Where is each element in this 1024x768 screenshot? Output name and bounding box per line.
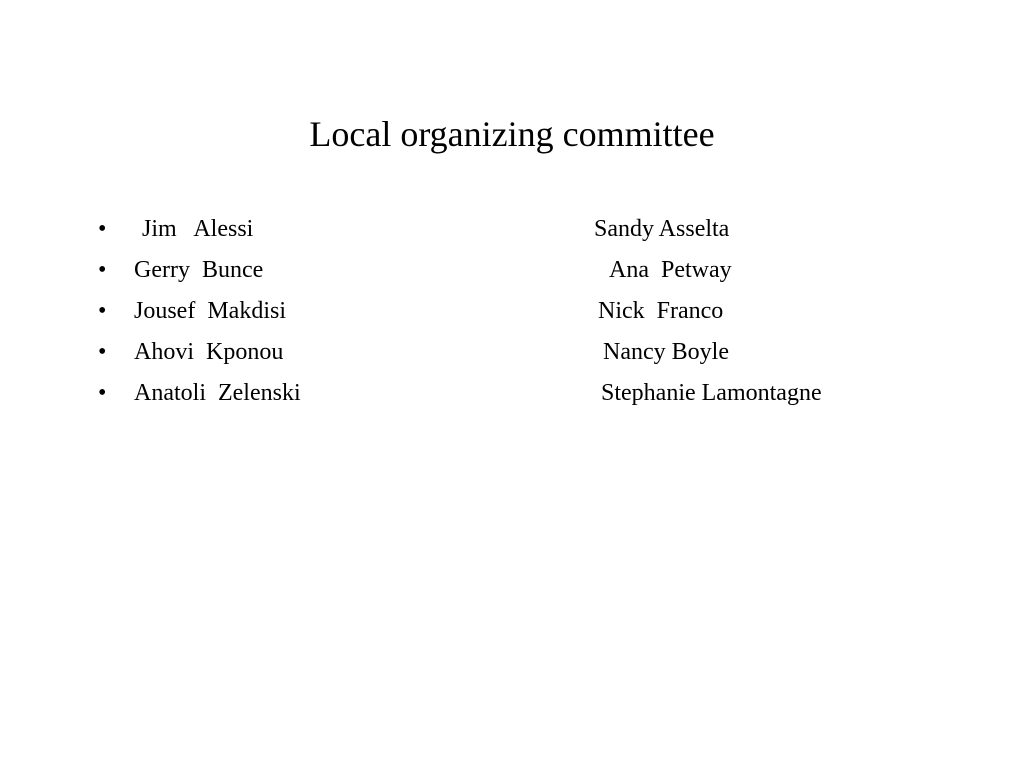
member-name-right: Ana Petway xyxy=(609,257,732,283)
bullet-icon: • xyxy=(98,257,107,283)
member-name-left: Gerry Bunce xyxy=(134,257,264,283)
member-name-right: Stephanie Lamontagne xyxy=(601,380,822,406)
list-item xyxy=(0,292,1024,333)
list-item xyxy=(0,374,1024,415)
member-name-left: Jim Alessi xyxy=(142,216,254,242)
member-name-right: Sandy Asselta xyxy=(594,216,730,242)
bullet-icon: • xyxy=(98,339,107,365)
committee-member-list xyxy=(0,210,1024,415)
bullet-icon: • xyxy=(98,380,107,406)
list-item xyxy=(0,210,1024,251)
bullet-icon: • xyxy=(98,216,107,242)
bullet-icon: • xyxy=(98,298,107,324)
slide-title: Local organizing committee xyxy=(309,114,715,154)
member-name-left: Jousef Makdisi xyxy=(134,298,286,324)
member-name-left: Anatoli Zelenski xyxy=(134,380,301,406)
list-item xyxy=(0,251,1024,292)
list-item xyxy=(0,333,1024,374)
member-name-right: Nick Franco xyxy=(598,298,724,324)
member-name-left: Ahovi Kponou xyxy=(134,339,284,365)
member-name-right: Nancy Boyle xyxy=(603,339,729,365)
